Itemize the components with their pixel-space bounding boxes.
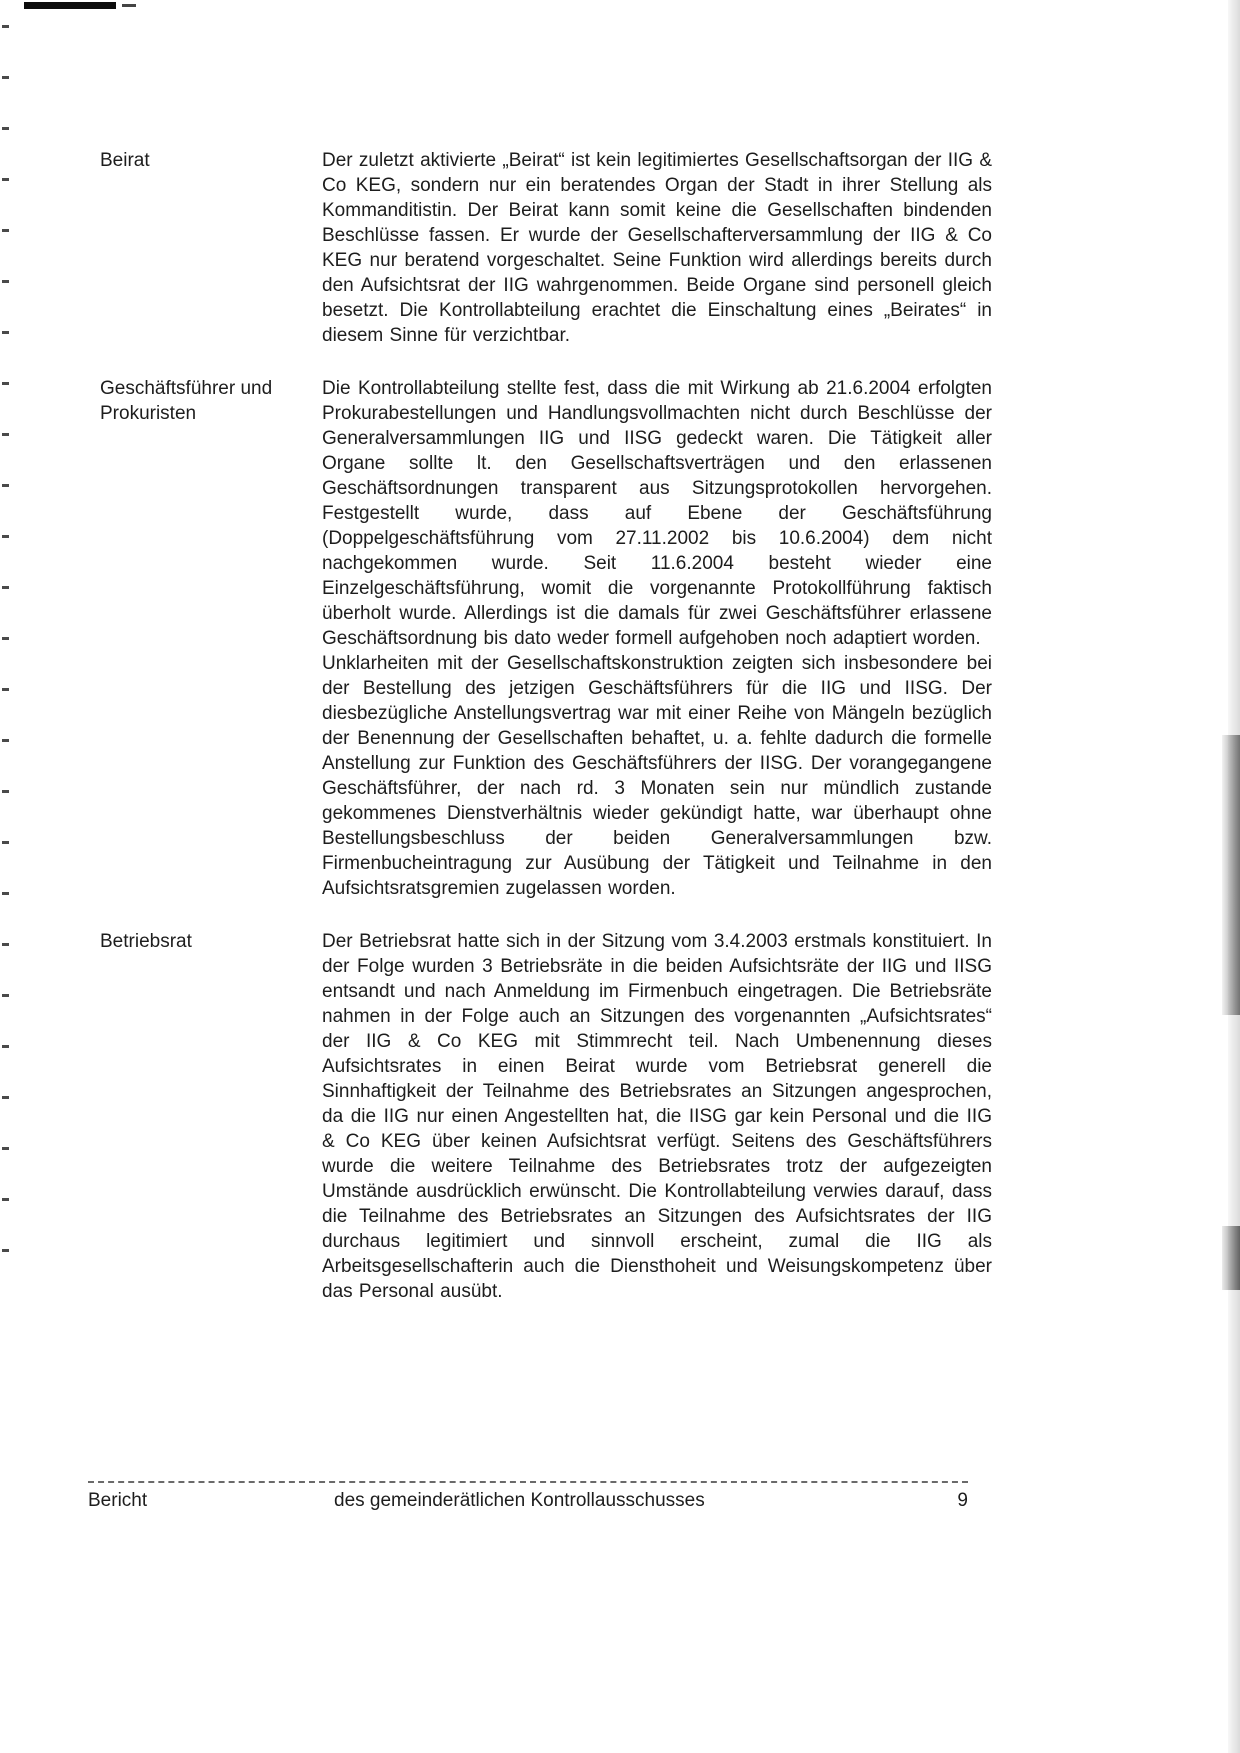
section-text xyxy=(322,929,992,1304)
section-text xyxy=(322,148,992,348)
scan-artifact-top-bar xyxy=(24,2,116,9)
margin-label-geschaeftsfuehrer: Geschäftsführer und Prokuristen xyxy=(100,378,273,424)
report-body xyxy=(100,148,992,1304)
paragraph: Der Betriebsrat hatte sich in der Sitzung vom 3.4.2003 erstmals konstituiert. In der Folge wurden 3 Betriebsräte in die beiden Aufsichtsräte der IIG und IISG entsandt und nach Anmeldung im Firmenbuch eingetragen. Die Betriebsräte nahmen in der Folge auch an Sitzungen des vorgenannten „Aufsichtsrates“ der IIG & Co KEG mit Stimmrecht teil. Nach Umbenennung dieses Aufsichtsrates in einen Beirat wurde vom Betriebsrat generell die Sinnhaftigkeit der Teilnahme des Betriebsrates an Sitzungen angesprochen, da die IIG nur einen Angestellten hat, die IISG gar kein Personal und die IIG & Co KEG über keinen Aufsichtsrat verfügt. Seitens des Geschäftsführers wurde die weitere Teilnahme des Betriebsrates trotz der aufgezeigten Umstände ausdrücklich erwünscht. Die Kontrollabteilung verwies darauf, dass die Teilnahme des Betriebsrates an Sitzungen des Aufsichtsrates der IIG durchaus legitimiert und sinnvoll erscheint, zumal die IIG als Arbeitsgesellschafterin auch die Diensthoheit und Weisungskompetenz über das Personal ausübt. xyxy=(322,931,992,1302)
page-footer xyxy=(88,1481,968,1513)
section-betriebsrat xyxy=(100,929,992,1304)
paragraph: Unklarheiten mit der Gesellschaftskonstruktion zeigten sich insbesondere bei der Bestellung des jetzigen Geschäftsführers für die IIG und IISG. Der diesbezügliche Anstellungsvertrag war mit einer Reihe von Mängeln bezüglich der Benennung der Gesellschaften behaftet, u. a. fehlte dadurch die formelle Anstellung zur Funktion des Geschäftsführers der IISG. Der vorangegangene Geschäftsführer, der nach rd. 3 Monaten sein nur mündlich zustande gekommenes Dienstverhältnis wieder gekündigt hatte, war überhaupt ohne Bestellungsbeschluss der beiden Generalversammlungen bzw. Firmenbucheintragung zur Ausübung der Tätigkeit und Teilnahme in den Aufsichtsratsgremien zugelassen worden. xyxy=(322,653,992,899)
section-text xyxy=(322,376,992,901)
margin-label-betriebsrat: Betriebsrat xyxy=(100,931,192,952)
scan-artifact-right-edge xyxy=(1228,0,1240,1753)
margin-label-beirat: Beirat xyxy=(100,150,150,171)
section-geschaeftsfuehrer-prokuristen xyxy=(100,376,992,901)
paragraph: Die Kontrollabteilung stellte fest, dass die mit Wirkung ab 21.6.2004 erfolgten Prokurabestellungen und Handlungsvollmachten nicht durch Beschlüsse der Generalversammlungen IIG und IISG gedeckt waren. Die Tätigkeit aller Organe sollte lt. den Gesellschaftsverträgen und den erlassenen Geschäftsordnungen transparent aus Sitzungsprotokollen hervorgehen. Festgestellt wurde, dass auf Ebene der Geschäftsführung (Doppelgeschäftsführung vom 27.11.2002 bis 10.6.2004) dem nicht nachgekommen wurde. Seit 11.6.2004 besteht wieder eine Einzelgeschäftsführung, womit die vorgenannte Protokollführung faktisch überholt wurde. Allerdings ist die damals für zwei Geschäftsführer erlassene Geschäftsordnung bis dato weder formell aufgehoben noch adaptiert worden. xyxy=(322,378,992,649)
section-beirat xyxy=(100,148,992,348)
scan-artifact-right-band-upper xyxy=(1222,735,1240,1015)
paragraph: Der zuletzt aktivierte „Beirat“ ist kein legitimiertes Gesellschaftsorgan der IIG & Co KEG, sondern nur ein beratendes Organ der Stadt in ihrer Stellung als Kommanditistin. Der Beirat kann somit keine die Gesellschaften bindenden Beschlüsse fassen. Er wurde der Gesellschafterversammlung der IIG & Co KEG nur beratend vorgeschaltet. Seine Funktion wird allerdings bereits durch den Aufsichtsrat der IIG wahrgenommen. Beide Organe sind personell gleich besetzt. Die Kontrollabteilung erachtet die Einschaltung eines „Beirates“ in diesem Sinne für verzichtbar. xyxy=(322,150,992,346)
footer-report-label: Bericht xyxy=(88,1490,148,1511)
footer-page-number: 9 xyxy=(957,1490,968,1511)
scan-artifact-top-dash xyxy=(122,4,136,7)
scan-artifact-left-binding-marks xyxy=(2,25,9,1265)
footer-report-subtitle: des gemeinderätlichen Kontrollausschusses xyxy=(334,1490,705,1511)
scan-artifact-right-band-lower xyxy=(1222,1226,1240,1290)
